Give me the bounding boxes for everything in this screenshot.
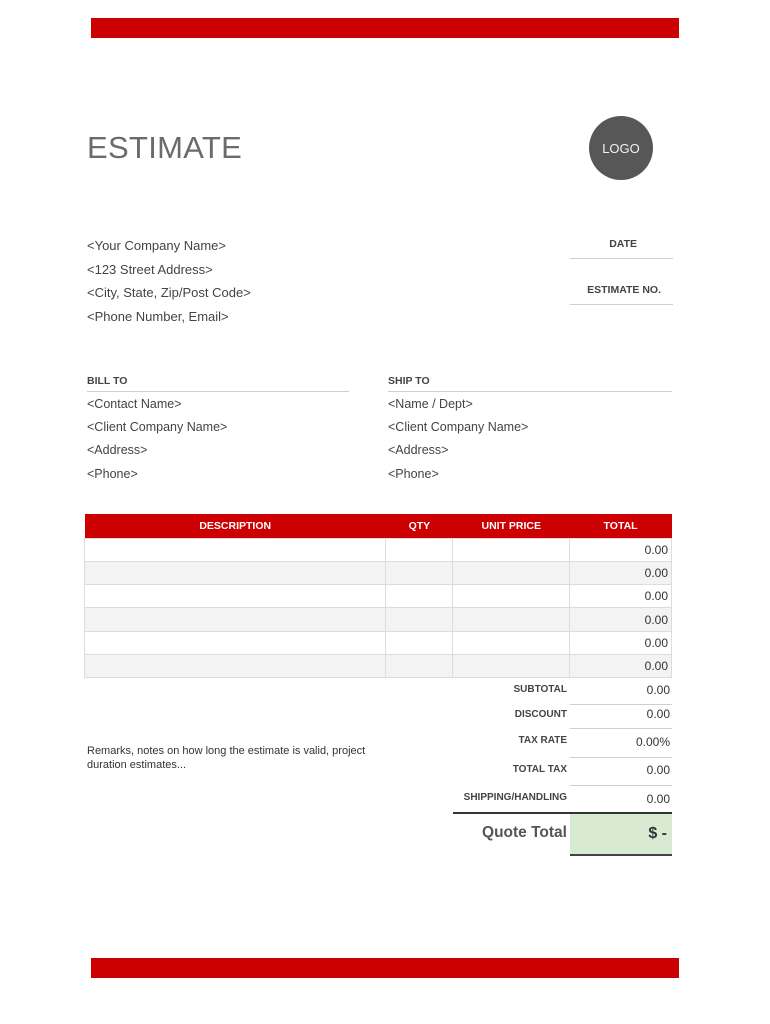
bill-to-company: <Client Company Name> [87, 420, 228, 435]
qty-cell[interactable] [386, 538, 453, 561]
discount-value[interactable]: 0.00 [570, 706, 672, 729]
top-accent-bar [91, 18, 679, 38]
unit-price-cell[interactable] [453, 608, 570, 631]
header-qty: QTY [386, 514, 453, 538]
table-row [85, 654, 672, 677]
total-cell: 0.00 [570, 561, 672, 584]
quote-total-label: Quote Total [482, 824, 567, 841]
bill-to-address: <Address> [87, 443, 148, 458]
description-cell[interactable] [85, 561, 386, 584]
quote-total-value: $ - [570, 814, 672, 856]
company-city: <City, State, Zip/Post Code> [87, 285, 251, 300]
subtotal-label: SUBTOTAL [513, 684, 567, 695]
tax-rate-value[interactable]: 0.00% [570, 734, 672, 758]
description-cell[interactable] [85, 538, 386, 561]
remarks-text: Remarks, notes on how long the estimate is valid, project duration estimates... [87, 745, 366, 771]
ship-to-name: <Name / Dept> [388, 397, 473, 411]
header-description: DESCRIPTION [85, 514, 386, 538]
description-cell[interactable] [85, 608, 386, 631]
header-total: TOTAL [570, 514, 672, 538]
total-tax-value: 0.00 [570, 762, 672, 786]
document-title: ESTIMATE [87, 130, 243, 165]
table-row [85, 631, 672, 654]
ship-to-heading: SHIP TO [388, 374, 672, 392]
tax-rate-label: TAX RATE [518, 735, 567, 746]
ship-to-address: <Address> [388, 443, 449, 458]
company-info [87, 237, 251, 331]
date-label: DATE [570, 238, 673, 259]
unit-price-cell[interactable] [453, 654, 570, 677]
discount-label: DISCOUNT [514, 709, 567, 720]
company-name: <Your Company Name> [87, 238, 226, 253]
qty-cell[interactable] [386, 654, 453, 677]
line-items-table [84, 514, 672, 678]
description-cell[interactable] [85, 585, 386, 608]
bill-to-contact: <Contact Name> [87, 397, 182, 411]
estimate-no-label: ESTIMATE NO. [570, 284, 673, 305]
bill-to-heading: BILL TO [87, 374, 349, 392]
qty-cell[interactable] [386, 585, 453, 608]
ship-to-phone: <Phone> [388, 466, 439, 481]
table-header-row [85, 514, 672, 538]
qty-cell[interactable] [386, 631, 453, 654]
total-cell: 0.00 [570, 654, 672, 677]
qty-cell[interactable] [386, 608, 453, 631]
logo-placeholder: LOGO [589, 116, 653, 180]
bill-to-block [87, 374, 349, 485]
total-cell: 0.00 [570, 538, 672, 561]
unit-price-cell[interactable] [453, 561, 570, 584]
unit-price-cell[interactable] [453, 538, 570, 561]
description-cell[interactable] [85, 654, 386, 677]
shipping-label: SHIPPING/HANDLING [463, 792, 567, 803]
table-row [85, 608, 672, 631]
header-unit-price: UNIT PRICE [453, 514, 570, 538]
table-row [85, 585, 672, 608]
description-cell[interactable] [85, 631, 386, 654]
ship-to-company: <Client Company Name> [388, 420, 529, 435]
total-cell: 0.00 [570, 608, 672, 631]
total-tax-label: TOTAL TAX [512, 764, 567, 775]
total-cell: 0.00 [570, 631, 672, 654]
company-street: <123 Street Address> [87, 261, 213, 277]
shipping-value[interactable]: 0.00 [646, 792, 670, 806]
ship-to-block [388, 374, 672, 485]
total-cell: 0.00 [570, 585, 672, 608]
bill-to-phone: <Phone> [87, 466, 138, 481]
qty-cell[interactable] [386, 561, 453, 584]
subtotal-value: 0.00 [570, 682, 672, 705]
table-row [85, 538, 672, 561]
table-row [85, 561, 672, 584]
company-contact: <Phone Number, Email> [87, 308, 229, 324]
bottom-accent-bar [91, 958, 679, 978]
unit-price-cell[interactable] [453, 631, 570, 654]
unit-price-cell[interactable] [453, 585, 570, 608]
